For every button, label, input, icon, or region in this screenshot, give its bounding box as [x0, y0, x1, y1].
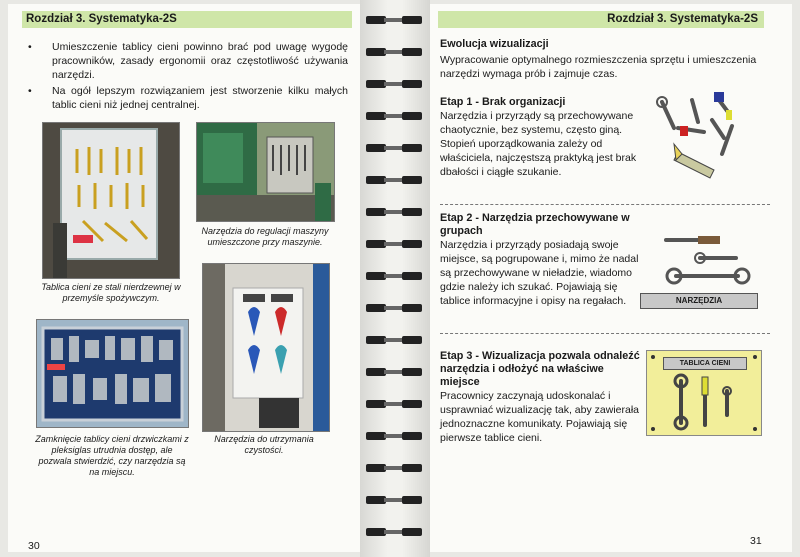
caption-shadow-board-steel: Tablica cieni ze stali nierdzewnej w przemyśle spożywczym. — [41, 282, 181, 303]
stage-1-title: Etap 1 - Brak organizacji — [440, 96, 566, 108]
stage-2-text: Narzędzia i przyrządy posiadają swoje miejsce, są pogrupowane i, mimo że nadal są przechowywane w nieładzie, wiadomo gdzie należy ich szukać. Pojawiają się tablice informacyjne i opisy na regałach. — [440, 239, 639, 307]
left-page-header: Rozdział 3. Systematyka-2S — [22, 11, 352, 28]
binding-ring — [366, 270, 422, 282]
caption-cleaning-tools: Narzędzia do utrzymania czystości. — [214, 434, 314, 455]
intro-title: Ewolucja wizualizacji — [440, 38, 549, 50]
stage-1 — [440, 96, 645, 179]
binding-ring — [366, 494, 422, 506]
photo-shadow-board-steel — [42, 122, 180, 279]
binding-ring — [366, 174, 422, 186]
spiral-binding — [360, 0, 430, 557]
binding-ring — [366, 526, 422, 538]
stage-3 — [440, 350, 645, 445]
bullet-item: • Na ogół lepszym rozwiązaniem jest stworzenie kilku małych tablic cieni niż jednej centralnej. — [28, 85, 348, 111]
stage-2 — [440, 212, 645, 308]
intro-section — [440, 38, 770, 81]
binding-ring — [366, 206, 422, 218]
binding-ring — [366, 334, 422, 346]
scattered-tools-icon — [654, 92, 754, 188]
binding-ring — [366, 110, 422, 122]
binding-ring — [366, 142, 422, 154]
tools-sign-label: NARZĘDZIA — [640, 293, 758, 309]
binding-ring — [366, 430, 422, 442]
section-divider — [440, 204, 770, 205]
bullet-item: • Umieszczenie tablicy cieni powinno brać pod uwagę wygodę pracowników, zasady ergonomii oraz częstotliwość używania narzędzi. — [28, 41, 348, 81]
binding-ring — [366, 462, 422, 474]
right-page — [430, 4, 792, 552]
left-page — [8, 4, 360, 552]
intro-text: Wypracowanie optymalnego rozmieszczenia sprzętu i umieszczenia narzędzi wymaga prób i zajmuje czas. — [440, 54, 757, 80]
stage-1-text: Narzędzia i przyrządy są przechowywane chaotycznie, bez systemu, często giną. Stopień uporządkowania zależy od właściciela, najczęstszą praktyką jest brak dbałości i ciągłe szukanie. — [440, 110, 637, 178]
binding-ring — [366, 302, 422, 314]
shadow-board-icon — [646, 350, 762, 436]
binding-ring — [366, 366, 422, 378]
page-number-right: 31 — [750, 535, 762, 547]
bullet-icon: • — [28, 41, 32, 53]
stage-2-title: Etap 2 - Narzędzia przechowywane w grupach — [440, 212, 630, 237]
photo-machine-tools — [196, 122, 335, 222]
caption-glass-cabinet: Zamknięcie tablicy cieni drzwiczkami z pleksiglas utrudnia dostęp, ale pozwala stwierdzić, czy narzędzia są na miejscu. — [35, 434, 189, 477]
shadow-board-label: TABLICA CIENI — [663, 357, 747, 370]
section-divider — [440, 333, 770, 334]
caption-machine-tools: Narzędzia do regulacji maszyny umieszczone przy maszynie. — [201, 226, 329, 247]
bullet-list — [22, 40, 348, 114]
stage-3-title: Etap 3 - Wizualizacja pozwala odnaleźć narzędzia i odłożyć na właściwe miejsce — [440, 350, 640, 388]
bullet-icon: • — [28, 85, 32, 97]
stage-3-text: Pracownicy zaczynają udoskonalać i usprawniać wizualizację tak, aby zawierała jednoznaczne komunikaty. Pojawiają się pierwsze tablice cieni. — [440, 390, 640, 444]
photo-glass-cabinet — [36, 319, 189, 428]
binding-ring — [366, 14, 422, 26]
photo-cleaning-tools — [202, 263, 330, 432]
grouped-tools-icon — [658, 232, 758, 292]
page-number-left: 30 — [28, 540, 40, 552]
right-page-header: Rozdział 3. Systematyka-2S — [438, 11, 764, 28]
binding-ring — [366, 398, 422, 410]
binding-ring — [366, 78, 422, 90]
binding-ring — [366, 238, 422, 250]
binding-ring — [366, 46, 422, 58]
